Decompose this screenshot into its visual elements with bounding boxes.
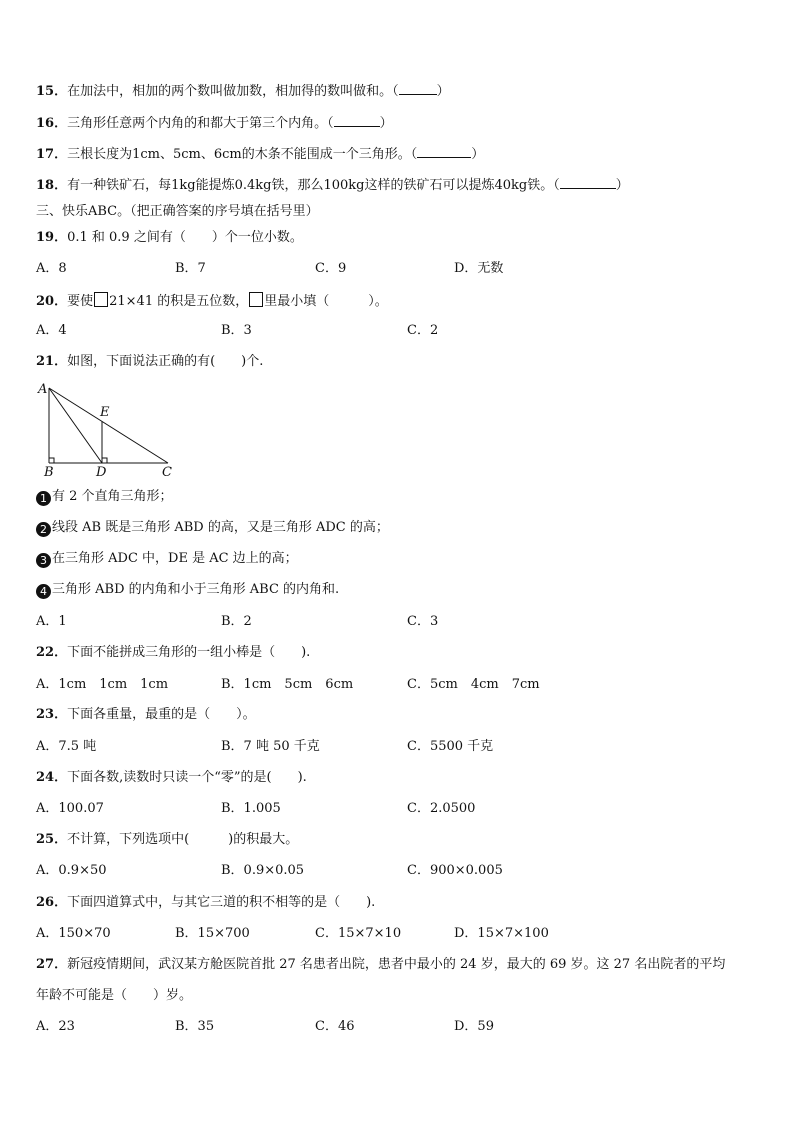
question-19 <box>36 230 303 246</box>
question-text: 下面不能拼成三角形的一组小棒是（ ). <box>67 645 311 660</box>
question-text: 如图，下面说法正确的有( )个. <box>67 354 264 369</box>
option-b[interactable]: B．35 <box>175 1019 215 1034</box>
option-a[interactable]: A．150×70 <box>36 926 111 941</box>
option-d[interactable]: D．无数 <box>454 261 504 276</box>
label-b: B <box>44 465 54 478</box>
question-number: 25． <box>36 832 68 847</box>
question-27-continued: 年龄不可能是（ ）岁。 <box>36 988 193 1003</box>
option-b[interactable]: B．1.005 <box>221 801 281 816</box>
option-c[interactable]: C．2 <box>407 323 439 338</box>
option-a[interactable]: A．1cm 1cm 1cm <box>36 677 169 692</box>
answer-blank[interactable] <box>560 177 616 189</box>
option-c[interactable]: C．5cm 4cm 7cm <box>407 677 540 692</box>
circled-number-1: 1 <box>36 491 51 506</box>
paren-close: ） <box>471 147 485 162</box>
answer-blank[interactable] <box>399 83 437 95</box>
paren-close: ） <box>436 84 450 99</box>
question-text: 0.1 和 0.9 之间有（ ）个一位小数。 <box>67 230 303 245</box>
option-a[interactable]: A．23 <box>36 1019 75 1034</box>
question-24 <box>36 770 307 786</box>
question-26 <box>36 895 375 911</box>
question-text: 里最小填（ ）。 <box>264 294 388 309</box>
paren-close: ） <box>379 116 393 131</box>
label-a: A <box>38 382 48 397</box>
statement-2 <box>36 520 389 537</box>
statement-text: 有 2 个直角三角形； <box>52 489 173 504</box>
question-number: 17． <box>36 147 68 162</box>
circled-number-2: 2 <box>36 522 51 537</box>
question-number: 26． <box>36 895 68 910</box>
paren-close: ） <box>615 178 629 193</box>
question-27 <box>36 957 725 973</box>
section-3-heading: 三、快乐ABC。（把正确答案的序号填在括号里） <box>36 204 319 219</box>
question-number: 21． <box>36 354 68 369</box>
option-c[interactable]: C．15×7×10 <box>315 926 402 941</box>
question-15 <box>36 83 450 100</box>
option-b[interactable]: B．0.9×0.05 <box>221 863 305 878</box>
blank-box[interactable] <box>94 292 108 307</box>
question-number: 24． <box>36 770 68 785</box>
question-text: 下面各数,读数时只读一个“零”的是( ). <box>67 770 307 785</box>
option-c[interactable]: C．9 <box>315 261 347 276</box>
option-c[interactable]: C．900×0.005 <box>407 863 503 878</box>
option-a[interactable]: A．100.07 <box>36 801 104 816</box>
option-c[interactable]: C．2.0500 <box>407 801 476 816</box>
question-16 <box>36 115 393 132</box>
question-text: 下面四道算式中，与其它三道的积不相等的是（ ). <box>67 895 376 910</box>
question-text: 21×41 的积是五位数， <box>109 294 249 309</box>
question-text: 三角形任意两个内角的和都大于第三个内角。（ <box>67 116 334 131</box>
option-b[interactable]: B．15×700 <box>175 926 250 941</box>
label-e: E <box>100 405 110 420</box>
question-18 <box>36 177 629 194</box>
option-a[interactable]: A．1 <box>36 614 67 629</box>
option-a[interactable]: A．8 <box>36 261 67 276</box>
option-b[interactable]: B．2 <box>221 614 252 629</box>
question-text: 三根长度为1cm、5cm、6cm的木条不能围成一个三角形。（ <box>67 147 418 162</box>
question-text: 在加法中，相加的两个数叫做加数，相加得的数叫做和。（ <box>67 84 399 99</box>
option-a[interactable]: A．4 <box>36 323 67 338</box>
question-number: 23． <box>36 707 68 722</box>
label-c: C <box>162 465 172 478</box>
question-23 <box>36 707 256 723</box>
statement-1 <box>36 489 173 506</box>
question-20 <box>36 292 388 310</box>
option-d[interactable]: D．59 <box>454 1019 494 1034</box>
statement-3 <box>36 551 298 568</box>
question-number: 18． <box>36 178 68 193</box>
circled-number-3: 3 <box>36 553 51 568</box>
blank-box[interactable] <box>249 292 263 307</box>
question-number: 16． <box>36 116 68 131</box>
question-text: 新冠疫情期间，武汉某方舱医院首批 27 名患者出院，患者中最小的 24 岁，最大的 69 岁。这 27 名出院者的平均 <box>67 957 726 972</box>
question-number: 22． <box>36 645 68 660</box>
question-17 <box>36 146 484 163</box>
question-number: 20． <box>36 294 68 309</box>
statement-text: 三角形 ABD 的内角和小于三角形 ABC 的内角和. <box>52 582 340 597</box>
question-text: 不计算，下列选项中( )的积最大。 <box>67 832 299 847</box>
option-a[interactable]: A．0.9×50 <box>36 863 107 878</box>
option-c[interactable]: C．5500 千克 <box>407 739 494 754</box>
option-d[interactable]: D．15×7×100 <box>454 926 549 941</box>
statement-text: 线段 AB 既是三角形 ABD 的高，又是三角形 ADC 的高； <box>52 520 389 535</box>
question-number: 15． <box>36 84 68 99</box>
option-b[interactable]: B．7 <box>175 261 206 276</box>
option-b[interactable]: B．3 <box>221 323 252 338</box>
triangle-figure <box>34 376 184 478</box>
question-text: 下面各重量，最重的是（ ）。 <box>67 707 256 722</box>
option-b[interactable]: B．1cm 5cm 6cm <box>221 677 354 692</box>
question-number: 19． <box>36 230 68 245</box>
option-a[interactable]: A．7.5 吨 <box>36 739 97 754</box>
option-c[interactable]: C．46 <box>315 1019 355 1034</box>
answer-blank[interactable] <box>417 146 471 158</box>
question-22 <box>36 645 310 661</box>
question-21 <box>36 354 263 370</box>
question-text: 要使 <box>67 294 94 309</box>
label-d: D <box>96 465 107 478</box>
answer-blank[interactable] <box>334 115 380 127</box>
statement-4 <box>36 582 339 599</box>
circled-number-4: 4 <box>36 584 51 599</box>
question-25 <box>36 832 298 848</box>
option-c[interactable]: C．3 <box>407 614 439 629</box>
question-text: 有一种铁矿石，每1kg能提炼0.4kg铁，那么100kg这样的铁矿石可以提炼40kg铁。（ <box>67 178 560 193</box>
option-b[interactable]: B．7 吨 50 千克 <box>221 739 320 754</box>
statement-text: 在三角形 ADC 中，DE 是 AC 边上的高； <box>52 551 298 566</box>
question-number: 27． <box>36 957 68 972</box>
